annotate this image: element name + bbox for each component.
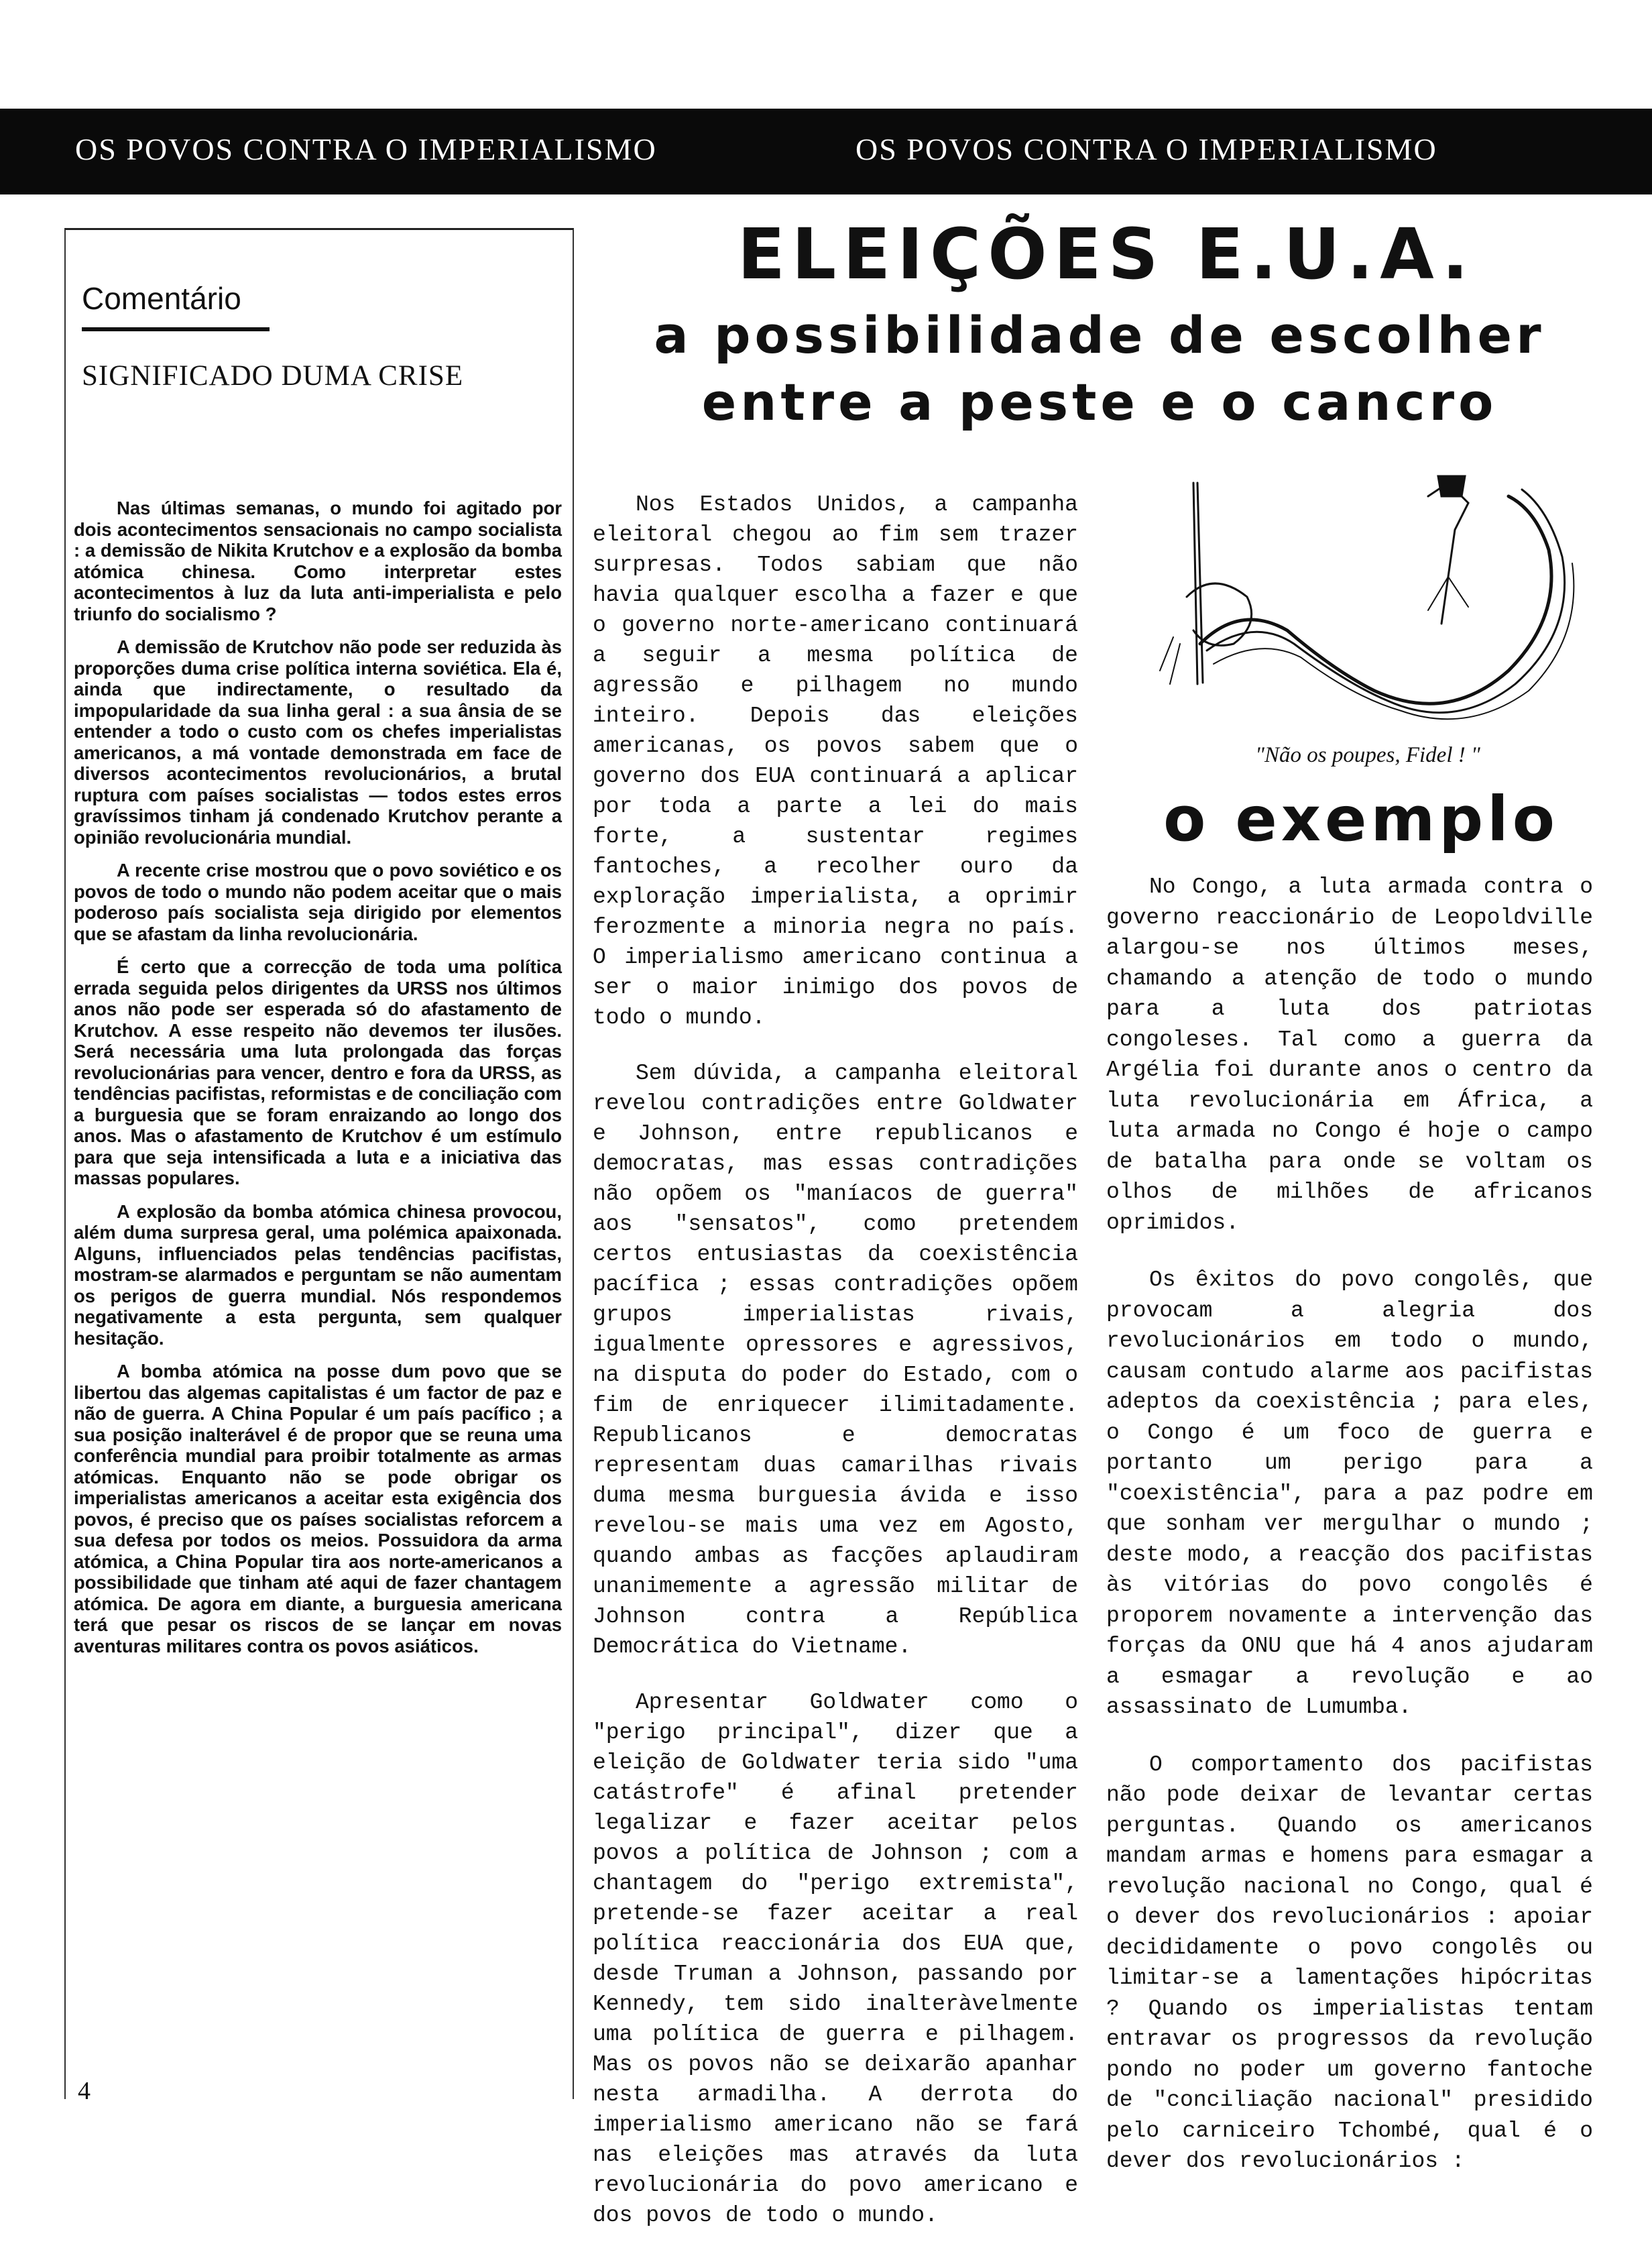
cartoon-small-figure	[1428, 483, 1468, 624]
main-article-body	[593, 490, 1078, 2256]
commentary-paragraph: Nas últimas semanas, o mundo foi agitado por dois acontecimentos sensacionais no campo socialista : a demissão de Nikita Krutchov e a explosão da bomba atómica chinesa. Como interpretar estes acontecimentos à luz da luta anti-imperialista e pelo triunfo do socialismo ?	[74, 498, 562, 624]
commentary-body	[74, 498, 562, 1669]
page-number: 4	[78, 2077, 91, 2105]
banner-text-left: OS POVOS CONTRA O IMPERIALISMO	[75, 132, 657, 166]
commentary-paragraph: É certo que a correcção de toda uma política errada seguida pelos dirigentes da URSS nos últimos anos não pode ser esperada só do afastamento de Krutchov. A esse respeito não devemos ter ilusões. Será necessária uma luta prolongada das forças revolucionárias para vencer, dentro e fora da URSS, as tendências pacifistas, reformistas e de conciliação com a burguesia que se foram enraizando ao longo dos anos. Mas o afastamento de Krutchov é um estímulo para que seja intensificada a luta e a iniciativa das massas populares.	[74, 956, 562, 1188]
cartoon-illustration	[1133, 469, 1602, 738]
commentary-label: Comentário	[82, 281, 241, 316]
article-paragraph: Apresentar Goldwater como o "perigo principal", dizer que a eleição de Goldwater teria sido "uma catástrofe" é afinal pretender legalizar e fazer aceitar pelos povos a política de Johnson ; com a chantagem do "perigo extremista", pretende-se fazer aceitar a real política reaccionária dos EUA que, desde Truman a Johnson, passando por Kennedy, tem sido inalteràvelmente uma política de guerra e pilhagem. Mas os povos não se deixarão apanhar nesta armadilha. A derrota do imperialismo americano não se fará nas eleições mas através da luta revolucionária do povo americano e dos povos de todo o mundo.	[593, 1690, 1078, 2228]
banner-text-right: OS POVOS CONTRA O IMPERIALISMO	[856, 132, 1437, 166]
commentary-paragraph: A explosão da bomba atómica chinesa provocou, além duma surpresa geral, uma polémica apaixonada. Alguns, influenciados pelas tendências pacifistas, mostram-se alarmados e perguntam se não aumentam os perigos de guerra mundial. Nós respondemos negativamente a esta pergunta, sem qualquer hesitação.	[74, 1200, 562, 1349]
exemplo-paragraph: No Congo, a luta armada contra o governo reaccionário de Leopoldville alargou-se nos últimos meses, chamando a atenção de todo o mundo para a luta dos patriotas congoleses. Tal como a guerra da Argélia foi durante anos o centro da luta revolucionária em África, a luta armada no Congo é hoje o campo de batalha para onde se voltam os olhos de milhões de africanos oprimidos.	[1106, 875, 1593, 1235]
exemplo-paragraph: O comportamento dos pacifistas não pode deixar de levantar certas perguntas. Quando os americanos mandam armas e homens para esmagar a revolução nacional no Congo, qual é o dever dos revolucionários : apoiar decididamente o povo congolês ou limitar-se a lamentações hipócritas ? Quando os imperialistas tentam entravar os progressos da revolução pondo no poder um governo fantoche de "conciliação nacional" presidido pelo carniceiro Tchombé, qual é o dever dos revolucionários :	[1106, 1752, 1593, 2174]
headline-title: ELEIÇÕES E.U.A.	[737, 213, 1476, 295]
subtitle-line-1: a possibilidade de escolher	[654, 305, 1545, 365]
commentary-paragraph: A demissão de Krutchov não pode ser reduzida às proporções duma crise política interna soviética. Ela é, ainda que indirectamente, o resultado da impopularidade da sua linha geral : a sua ânsia de se entender a todo o custo com os chefes imperialistas americanos, a má vontade demonstrada em face de diversos acontecimentos revolucionários, a brutal ruptura com países socialistas — todos estes erros gravíssimos tinham já condenado Krutchov perante a opinião revolucionária mundial.	[74, 636, 562, 848]
section-banner	[0, 109, 1652, 194]
exemplo-paragraph: Os êxitos do povo congolês, que provocam a alegria dos revolucionários em todo o mundo, causam contudo alarme aos pacifistas adeptos da coexistência ; para eles, o Congo é um foco de guerra e portanto um perigo para a "coexistência", para a paz podre em que sonham ver mergulhar o mundo ; deste modo, a reacção dos pacifistas às vitórias do povo congolês é proporem novamente a intervenção das forças da ONU que há 4 anos ajudaram a esmagar a revolução e ao assassinato de Lumumba.	[1106, 1267, 1593, 1719]
commentary-title: SIGNIFICADO DUMA CRISE	[82, 360, 464, 392]
commentary-paragraph: A recente crise mostrou que o povo soviético e os povos de todo o mundo não podem aceitar que o mais poderoso país socialista seja dirigido por elementos que se afastam da linha revolucionária.	[74, 860, 562, 944]
subtitle-line-2: entre a peste e o cancro	[701, 372, 1498, 432]
commentary-paragraph: A bomba atómica na posse dum povo que se libertou das algemas capitalistas é um factor de paz e não de guerra. A China Popular é um país pacífico ; a sua posição inalterável é de propor que se reuna uma conferência mundial para proibir totalmente as armas atómicas. Enquanto não se pode obrigar os imperialistas americanos a aceitar esta exigência dos povos, é preciso que os países socialistas reforcem a sua defesa por todos os meios. Possuidora da arma atómica, a China Popular tira aos norte-americanos a possibilidade que tinham até aqui de fazer chantagem atómica. De agora em diante, a burguesia americana terá que pesar os riscos de se lançar em novas aventuras militares contra os povos asiáticos.	[74, 1361, 562, 1656]
cartoon-rifle	[1193, 483, 1197, 684]
headline-subtitle	[590, 302, 1609, 436]
exemplo-body	[1106, 872, 1593, 2204]
cartoon-caption: "Não os poupes, Fidel ! "	[1255, 743, 1480, 767]
article-paragraph: Sem dúvida, a campanha eleitoral revelou contradições entre Goldwater e Johnson, entre republicanos e democratas, mas essas contradições não opõem os "maníacos de guerra" aos "sensatos", como pretendem certos entusiastas da coexistência pacífica ; essas contradições opõem grupos imperialistas rivais, igualmente opressores e agressivos, na disputa do poder do Estado, com o fim de enriquecer ilimitadamente. Republicanos e democratas representam duas camarilhas rivais duma mesma burguesia ávida e isso revelou-se mais uma vez em Agosto, quando ambas as facções aplaudiram unanimemente a agressão militar de Johnson contra a República Democrática do Vietname.	[593, 1061, 1078, 1659]
article-paragraph: Nos Estados Unidos, a campanha eleitoral chegou ao fim sem trazer surpresas. Todos sabiam que não havia qualquer escolha a fazer e que o governo norte-americano continuará a seguir a mesma política de agressão e pilhagem no mundo inteiro. Depois das eleições americanas, os povos sabem que o governo dos EUA continuará a aplicar por toda a parte a lei do mais forte, a sustentar regimes fantoches, a recolher ouro da exploração imperialista, a oprimir ferozmente a minoria negra no país. O imperialismo americano continua a ser o maior inimigo dos povos de todo o mundo.	[593, 492, 1078, 1030]
commentary-label-underline	[82, 327, 270, 331]
exemplo-title: o exemplo	[1163, 783, 1559, 855]
